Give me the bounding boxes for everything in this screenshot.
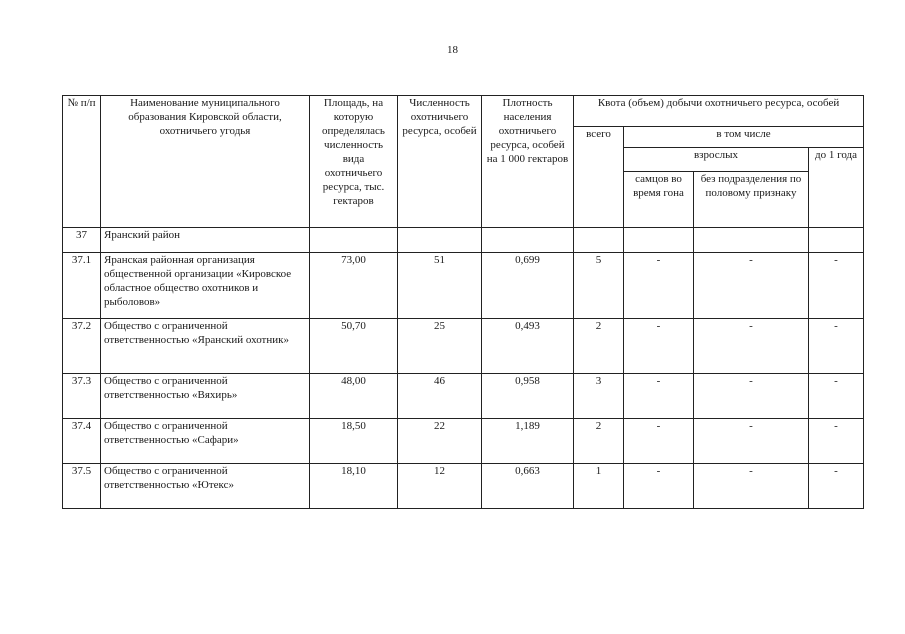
row-density: 1,189: [482, 419, 574, 464]
header-no-sex: без подразделения по половому признаку: [694, 172, 809, 228]
row-young: -: [809, 374, 864, 419]
table-row: [63, 253, 864, 319]
row-num: 37.2: [63, 319, 101, 374]
row-count: 12: [398, 464, 482, 509]
row-total: 3: [574, 374, 624, 419]
row-density: 0,663: [482, 464, 574, 509]
row-count: 25: [398, 319, 482, 374]
quota-table: [62, 95, 864, 509]
header-including: в том числе: [624, 127, 864, 148]
header-count: Численность охотничьего ресурса, особей: [398, 96, 482, 228]
row-young: -: [809, 253, 864, 319]
row-males: -: [624, 319, 694, 374]
row-density: 0,493: [482, 319, 574, 374]
row-nosex: -: [694, 419, 809, 464]
page-number: 18: [447, 44, 458, 56]
row-young: -: [809, 464, 864, 509]
row-name: Общество с ограниченной ответственностью «Ютекс»: [101, 464, 310, 509]
section-row: [63, 228, 864, 253]
row-count: 22: [398, 419, 482, 464]
row-nosex: -: [694, 253, 809, 319]
table-row: [63, 419, 864, 464]
row-young: -: [809, 319, 864, 374]
header-adults: взрослых: [624, 148, 809, 172]
row-num: 37.4: [63, 419, 101, 464]
row-count: 46: [398, 374, 482, 419]
section-name: Яранский район: [101, 228, 310, 253]
table-row: [63, 374, 864, 419]
header-num: № п/п: [63, 96, 101, 228]
section-num: 37: [63, 228, 101, 253]
row-area: 18,10: [310, 464, 398, 509]
row-name: Яранская районная организация общественной организации «Кировское областное общество охотников и рыболовов»: [101, 253, 310, 319]
row-males: -: [624, 419, 694, 464]
header-density: Плотность населения охотничьего ресурса, особей на 1 000 гектаров: [482, 96, 574, 228]
row-density: 0,699: [482, 253, 574, 319]
row-name: Общество с ограниченной ответственностью «Яранский охотник»: [101, 319, 310, 374]
row-males: -: [624, 464, 694, 509]
header-males-rut: самцов во время гона: [624, 172, 694, 228]
row-area: 48,00: [310, 374, 398, 419]
row-males: -: [624, 253, 694, 319]
row-density: 0,958: [482, 374, 574, 419]
row-nosex: -: [694, 319, 809, 374]
row-num: 37.3: [63, 374, 101, 419]
header-row-1: [63, 96, 864, 127]
row-num: 37.5: [63, 464, 101, 509]
row-num: 37.1: [63, 253, 101, 319]
row-area: 73,00: [310, 253, 398, 319]
row-males: -: [624, 374, 694, 419]
row-total: 2: [574, 419, 624, 464]
header-name: Наименование муниципального образования Кировской области, охотничьего угодья: [101, 96, 310, 228]
row-total: 1: [574, 464, 624, 509]
row-nosex: -: [694, 374, 809, 419]
header-total: всего: [574, 127, 624, 228]
table-row: [63, 319, 864, 374]
row-count: 51: [398, 253, 482, 319]
row-total: 2: [574, 319, 624, 374]
row-total: 5: [574, 253, 624, 319]
header-quota: Квота (объем) добычи охотничьего ресурса, особей: [574, 96, 864, 127]
row-area: 50,70: [310, 319, 398, 374]
row-young: -: [809, 419, 864, 464]
row-name: Общество с ограниченной ответственностью «Вяхирь»: [101, 374, 310, 419]
row-name: Общество с ограниченной ответственностью «Сафари»: [101, 419, 310, 464]
row-area: 18,50: [310, 419, 398, 464]
header-under-one: до 1 года: [809, 148, 864, 228]
row-nosex: -: [694, 464, 809, 509]
header-area: Площадь, на которую определялась численность вида охотничьего ресурса, тыс. гектаров: [310, 96, 398, 228]
table-row: [63, 464, 864, 509]
